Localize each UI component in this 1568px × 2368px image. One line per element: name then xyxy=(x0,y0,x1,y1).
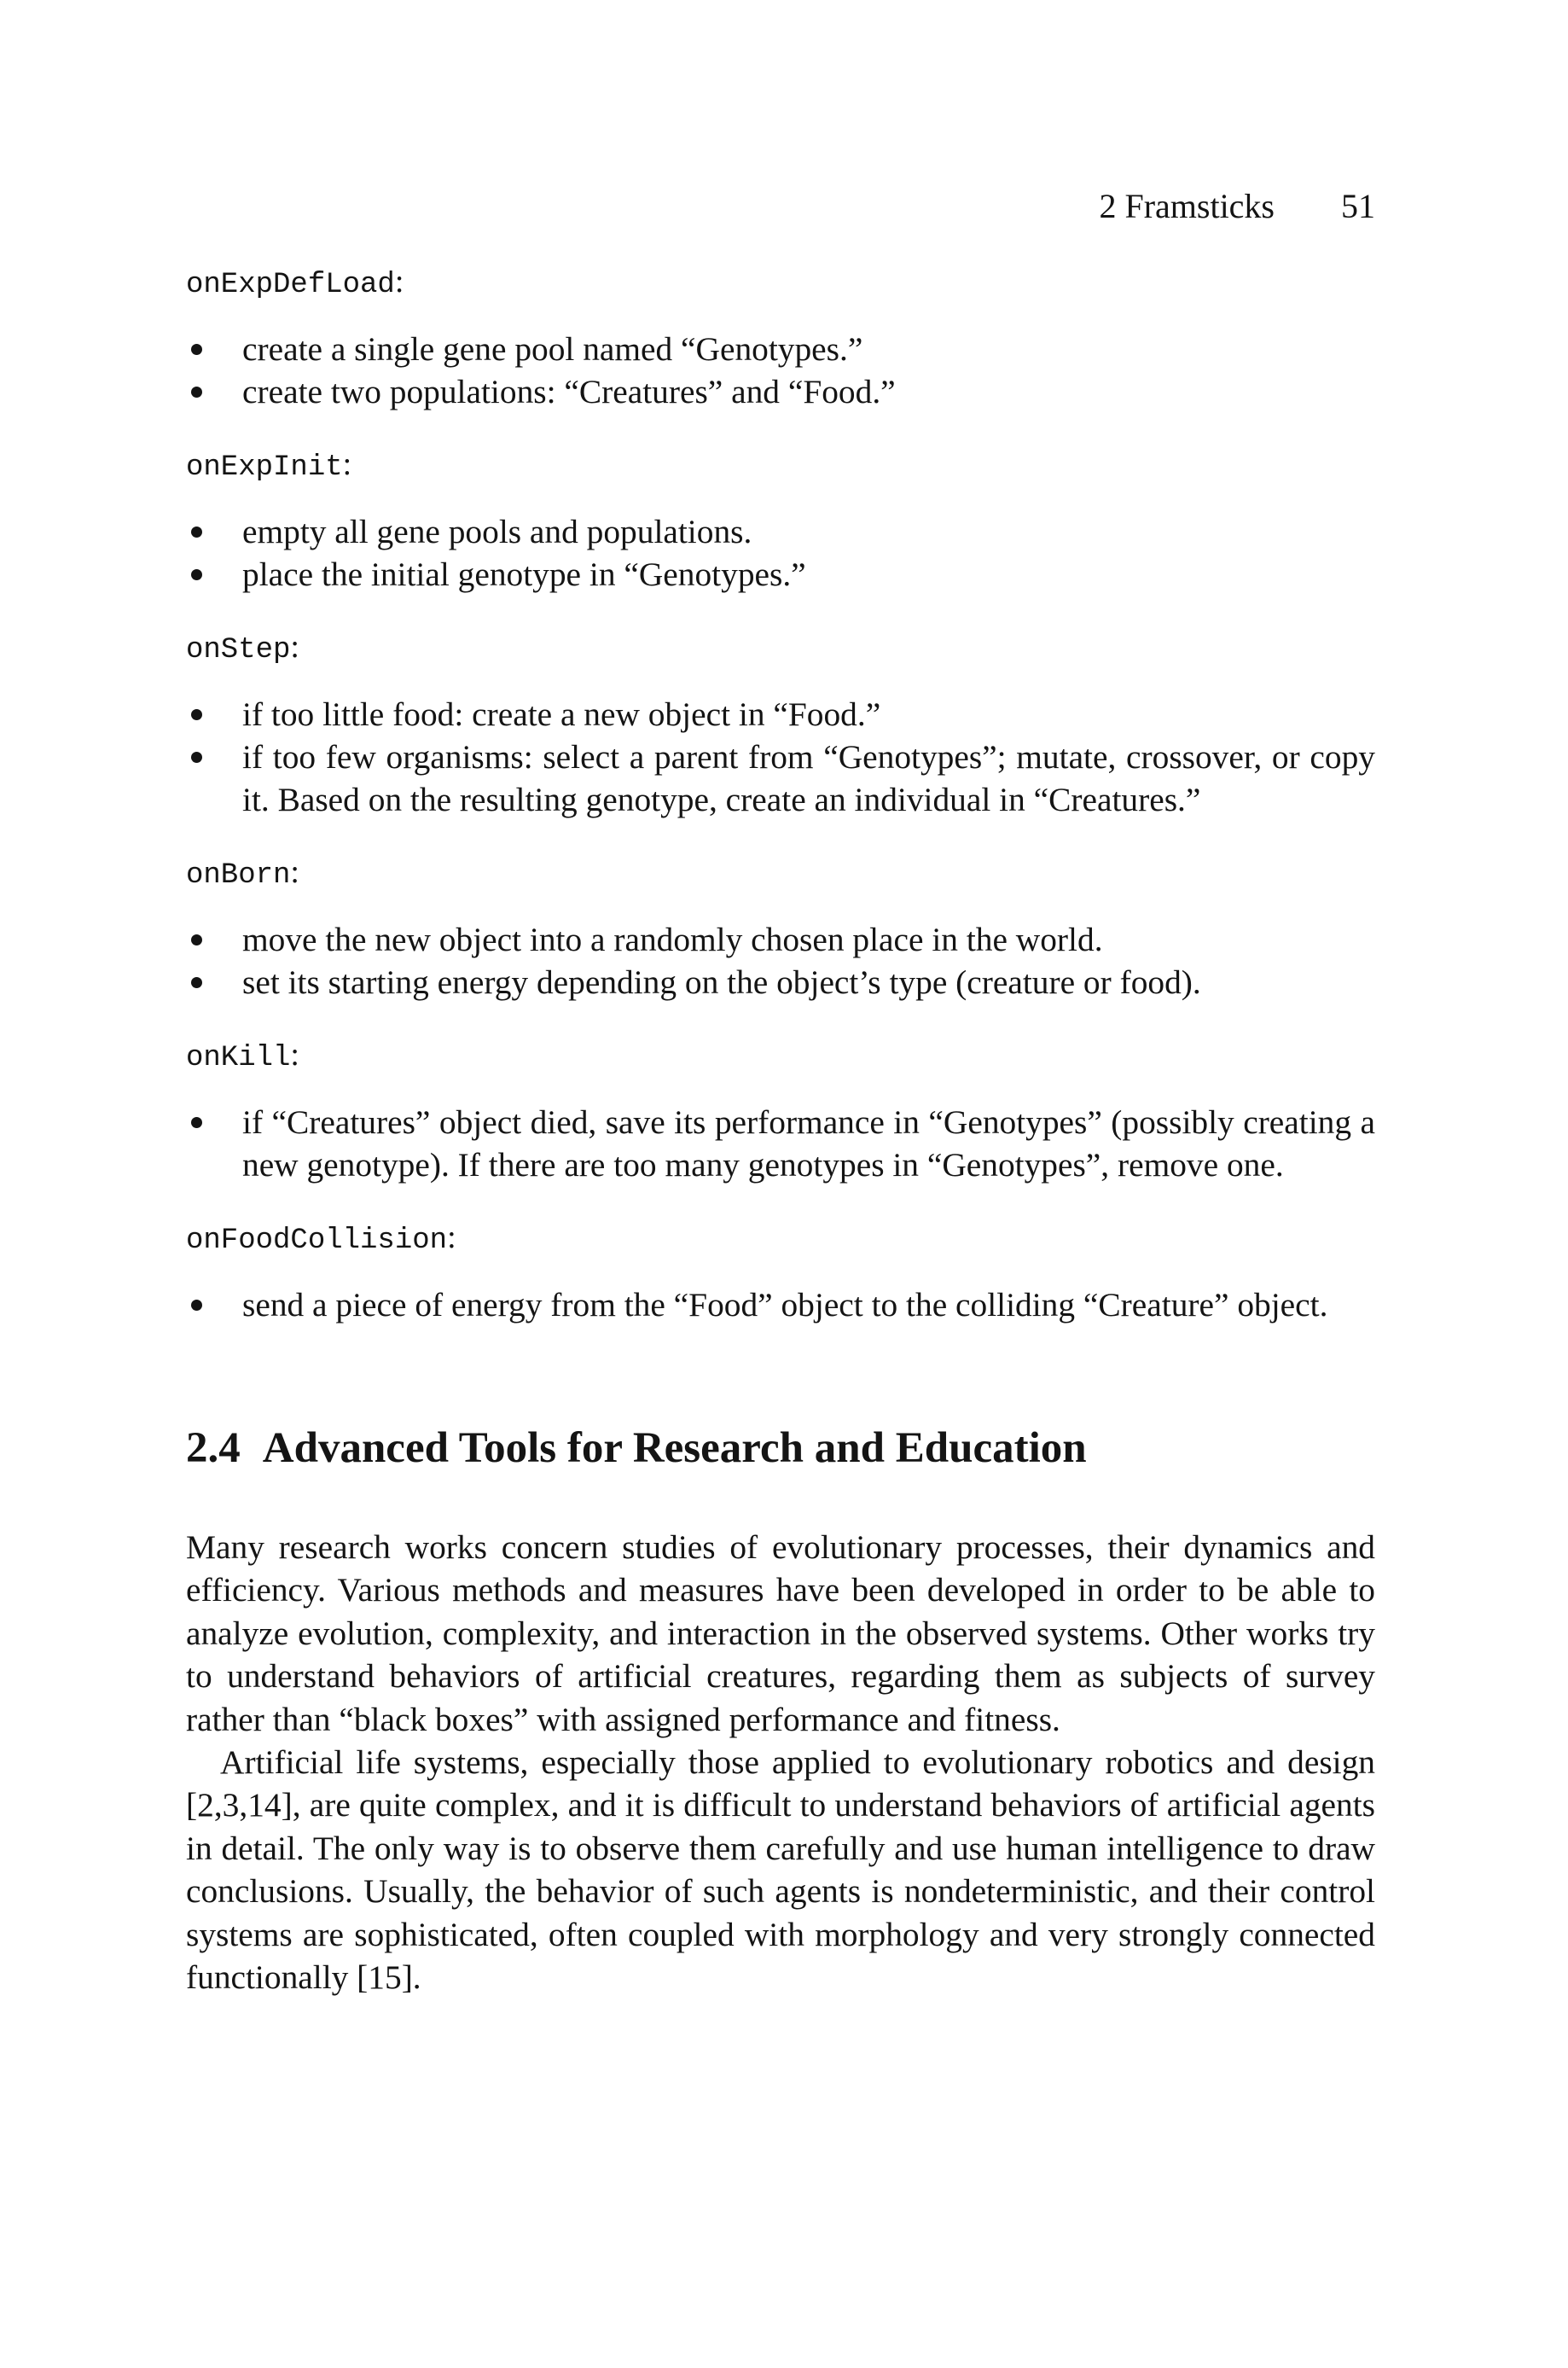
list-item-text: send a piece of energy from the “Food” object to the colliding “Creature” object. xyxy=(242,1286,1328,1324)
list-item xyxy=(186,328,1375,370)
section-heading xyxy=(186,1418,1375,1478)
hook-name: onExpDefLoad xyxy=(186,269,395,301)
page-content xyxy=(186,259,1375,1999)
list-item-text: empty all gene pools and populations. xyxy=(242,513,752,550)
list-item xyxy=(186,370,1375,413)
body-paragraph: Artificial life systems, especially those applied to evolutionary robotics and design [2,3,14], are quite complex, and it is difficult to understand behaviors of artificial agents in detail. The only way is to observe them carefully and use human intelligence to draw conclusions. Usually, the behavior of such agents is nondeterministic, and their control systems are sophisticated, often coupled with morphology and very strongly connected functionally [15]. xyxy=(186,1743,1375,1997)
list-item-text: set its starting energy depending on the object’s type (creature or food). xyxy=(242,963,1201,1001)
hook-name: onStep xyxy=(186,634,291,666)
bullet-icon xyxy=(191,934,202,945)
hook-heading: onStep: xyxy=(186,629,299,666)
list-item-text: if too few organisms: select a parent from “Genotypes”; mutate, crossover, or copy it. Based on the resulting genotype, create an individual in “Creatures.” xyxy=(242,738,1375,818)
page-number: 51 xyxy=(1341,187,1375,225)
bullet-icon xyxy=(191,977,202,988)
hook-item-list xyxy=(186,693,1375,821)
bullet-icon xyxy=(191,387,202,398)
list-item-text: create a single gene pool named “Genotypes.” xyxy=(242,330,863,368)
hook-item-list xyxy=(186,918,1375,1004)
hook-heading: onFoodCollision: xyxy=(186,1219,456,1257)
body-paragraph: Many research works concern studies of evolutionary processes, their dynamics and efficiency. Various methods and measures have been developed in order to be able to analyze evolution, complexity, and interaction in the observed systems. Other works try to understand behaviors of artificial creatures, regarding them as subjects of survey rather than “black boxes” with assigned performance and fitness. xyxy=(186,1528,1375,1738)
hook-item-list xyxy=(186,510,1375,596)
list-item-text: create two populations: “Creatures” and “Food.” xyxy=(242,373,896,410)
list-item xyxy=(186,1101,1375,1186)
bullet-icon xyxy=(191,344,202,355)
list-item xyxy=(186,693,1375,736)
hook-heading: onBorn: xyxy=(186,854,299,892)
hook-name: onFoodCollision xyxy=(186,1225,448,1257)
bullet-icon xyxy=(191,1300,202,1311)
list-item-text: place the initial genotype in “Genotypes.” xyxy=(242,556,806,593)
hook-item-list xyxy=(186,328,1375,413)
hook-heading: onKill: xyxy=(186,1037,299,1074)
hook-item-list xyxy=(186,1101,1375,1186)
hook-heading: onExpDefLoad: xyxy=(186,264,404,301)
running-head xyxy=(853,181,1375,232)
bullet-icon xyxy=(191,709,202,720)
hook-name: onKill xyxy=(186,1042,291,1074)
running-head-chapter: 2 Framsticks xyxy=(1099,187,1275,225)
list-item-text: if “Creatures” object died, save its performance in “Genotypes” (possibly creating a new genotype). If there are too many genotypes in “Genotypes”, remove one. xyxy=(242,1103,1375,1184)
list-item-text: move the new object into a randomly chosen place in the world. xyxy=(242,921,1103,958)
bullet-icon xyxy=(191,527,202,538)
list-item xyxy=(186,553,1375,596)
list-item xyxy=(186,1283,1375,1326)
hook-item-list xyxy=(186,1283,1375,1326)
list-item xyxy=(186,510,1375,553)
hook-name: onExpInit xyxy=(186,451,343,484)
section-title: Advanced Tools for Research and Education xyxy=(262,1424,1087,1472)
section-number: 2.4 xyxy=(186,1424,241,1472)
list-item xyxy=(186,918,1375,961)
hook-name: onBorn xyxy=(186,859,291,892)
bullet-icon xyxy=(191,752,202,763)
bullet-icon xyxy=(191,569,202,580)
list-item xyxy=(186,961,1375,1004)
list-item xyxy=(186,736,1375,821)
bullet-icon xyxy=(191,1117,202,1128)
list-item-text: if too little food: create a new object in “Food.” xyxy=(242,695,881,733)
hook-heading: onExpInit: xyxy=(186,446,352,484)
